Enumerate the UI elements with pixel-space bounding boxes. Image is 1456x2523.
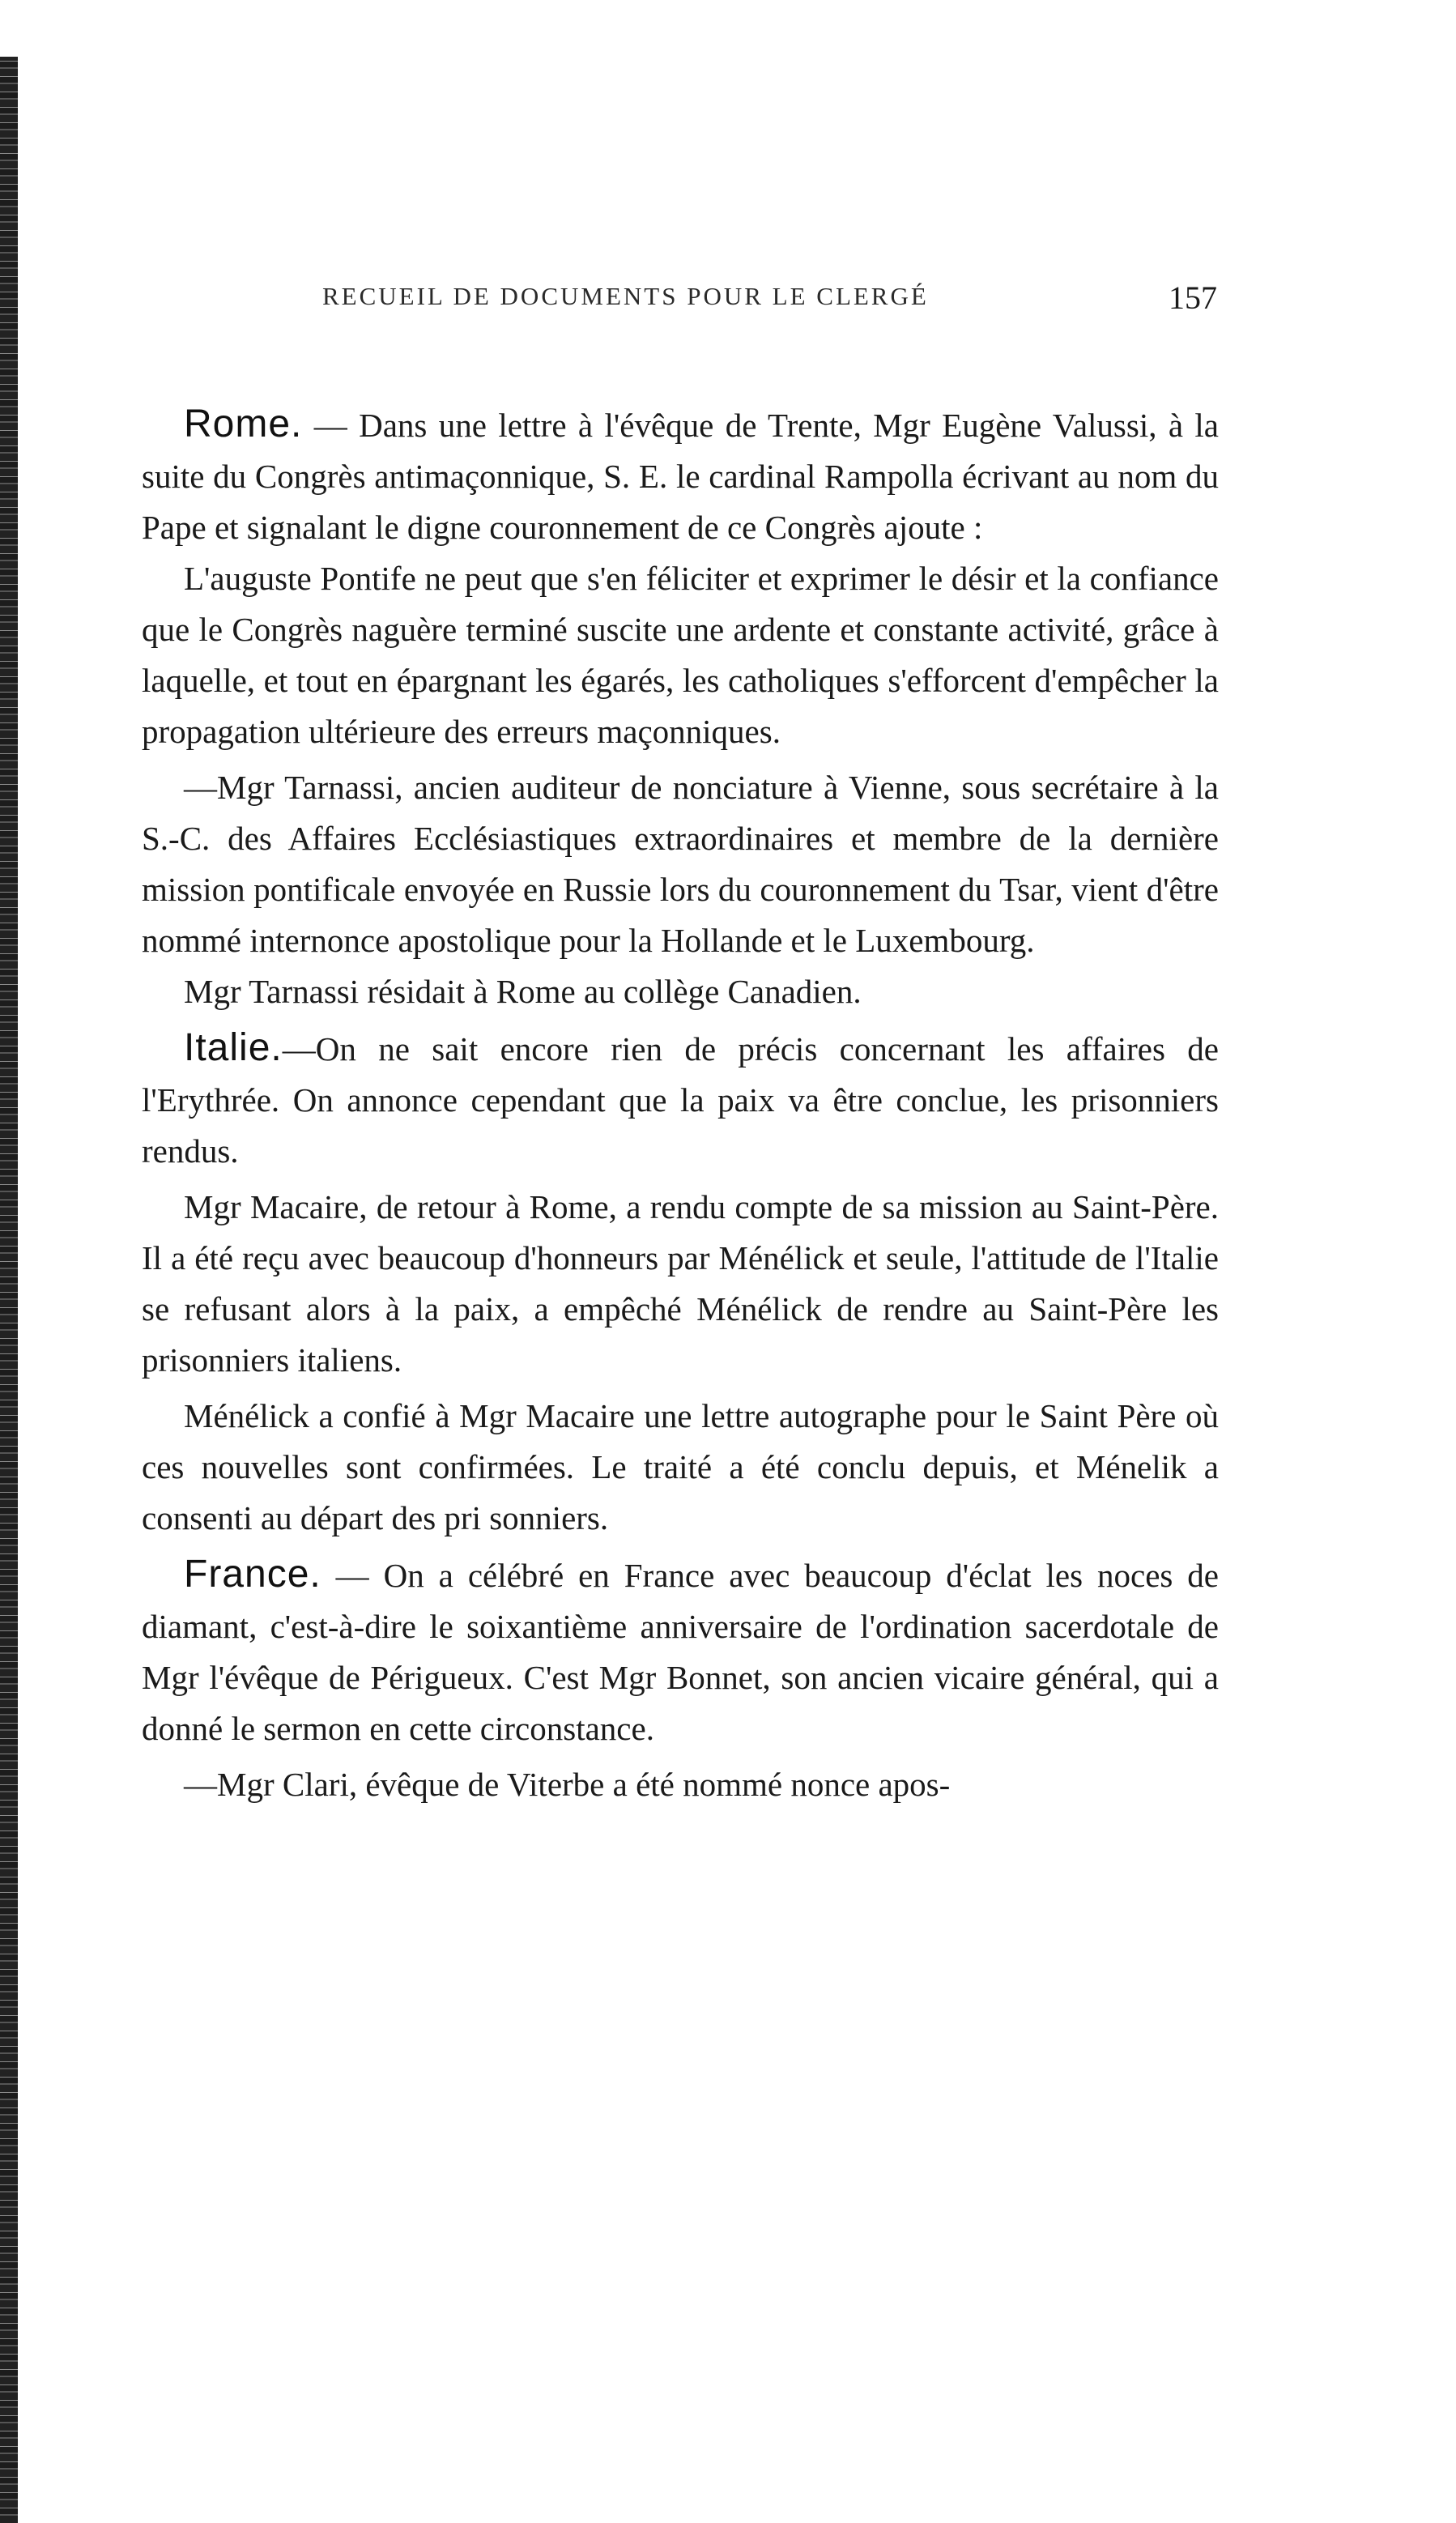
paragraph-rome — [142, 398, 1219, 553]
paragraph-quote — [142, 553, 1219, 757]
section-heading-rome: Rome. — [184, 403, 303, 445]
paragraph-tarnassi — [142, 762, 1219, 966]
paragraph-text: L'auguste Pontife ne peut que s'en féliciter et exprimer le désir et la confiance que le Congrès naguère terminé suscite une ardente et constante activité, grâce à laquelle, et tout en épargnant les égarés, les catholiques s'efforcent d'empêcher la propagation ultérieure des erreurs maçonniques. — [142, 560, 1219, 750]
section-heading-italie: Italie. — [184, 1026, 283, 1069]
paragraph-text: Mgr Macaire, de retour à Rome, a rendu compte de sa mission au Saint-Père. Il a été reçu avec beaucoup d'honneurs par Ménélick et seule, l'attitude de l'Italie se refusant alors à la paix, a empêché Ménélick de rendre au Saint-Père les prisonniers italiens. — [142, 1188, 1219, 1379]
paragraph-text: Ménélick a confié à Mgr Macaire une lettre autographe pour le Saint Père où ces nouvelles sont confirmées. Le traité a été conclu depuis, et Ménelik a consenti au départ des pri sonniers. — [142, 1397, 1219, 1536]
paragraph-france — [142, 1549, 1219, 1754]
paragraph-tarnassi-residence — [142, 966, 1219, 1017]
paragraph-menelick — [142, 1391, 1219, 1544]
paragraph-text: — Dans une lettre à l'évêque de Trente, Mgr Eugène Valussi, à la suite du Congrès antimaçonnique, S. E. le cardinal Rampolla écrivant au nom du Pape et signalant le digne couronnement de ce Congrès ajoute : — [142, 407, 1219, 546]
page-binding-edge — [0, 0, 18, 2523]
paragraph-text: — On a célébré en France avec beaucoup d'éclat les noces de diamant, c'est-à-dire le soixantième anniversaire de l'ordination sacerdotale de Mgr l'évêque de Périgueux. C'est Mgr Bonnet, son ancien vicaire général, qui a donné le sermon en cette circonstance. — [142, 1557, 1219, 1747]
paragraph-italie — [142, 1022, 1219, 1177]
paragraph-clari — [142, 1759, 1219, 1810]
page-number: 157 — [1169, 279, 1217, 316]
running-title: RECUEIL DE DOCUMENTS POUR LE CLERGÉ — [322, 282, 929, 310]
running-head — [322, 279, 1217, 322]
paragraph-text: —Mgr Clari, évêque de Viterbe a été nommé nonce apos- — [184, 1766, 951, 1803]
page-binding-edge-top — [0, 0, 18, 57]
paragraph-text: —Mgr Tarnassi, ancien auditeur de nonciature à Vienne, sous secrétaire à la S.-C. des Affaires Ecclésiastiques extraordinaires et membre de la dernière mission pontificale envoyée en Russie lors du couronnement du Tsar, vient d'être nommé internonce apostolique pour la Hollande et le Luxembourg. — [142, 769, 1219, 959]
paragraph-text: Mgr Tarnassi résidait à Rome au collège Canadien. — [184, 973, 862, 1010]
paragraph-text: —On ne sait encore rien de précis concernant les affaires de l'Erythrée. On annonce cependant que la paix va être conclue, les prisonniers rendus. — [142, 1030, 1219, 1170]
body-text — [142, 398, 1219, 1810]
section-heading-france: France. — [184, 1553, 321, 1596]
paragraph-macaire — [142, 1182, 1219, 1386]
